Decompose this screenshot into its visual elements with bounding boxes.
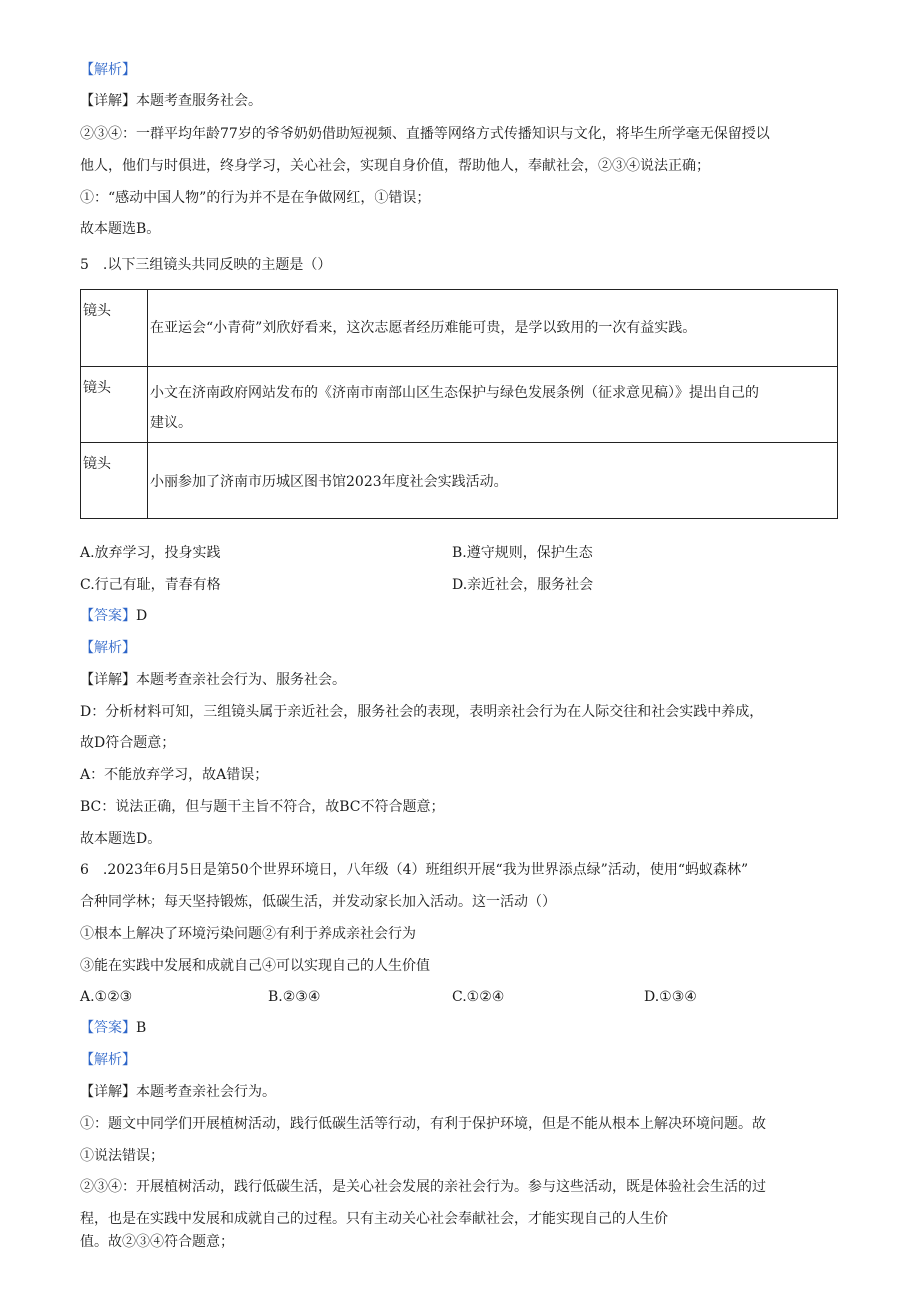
explanation-line: D：分析材料可知，三组镜头属于亲近社会，服务社会的表现，表明亲社会行为在人际交往和社会实践中养成， (80, 704, 764, 720)
row-head: 镜头 (81, 290, 148, 367)
analysis-label: 【解析】 (80, 62, 136, 78)
explanation-line: 故D符合题意； (80, 735, 176, 751)
answer-line (80, 606, 147, 626)
option-a: A.①②③ (80, 989, 133, 1005)
explanation-line: ①：“感动中国人物”的行为并不是在争做网红，①错误； (80, 190, 431, 206)
option-c: C.行己有耻，青春有格 (80, 577, 221, 593)
scene-table (80, 289, 838, 519)
answer-label: 【答案】 (80, 1020, 136, 1036)
detail-text: 本题考查亲社会行为、服务社会。 (136, 672, 346, 688)
detail-label: 【详解】 (80, 93, 136, 109)
row-body (148, 367, 838, 443)
analysis-label: 【解析】 (80, 1052, 136, 1068)
detail-line (80, 1082, 276, 1102)
explanation-line: ②③④：开展植树活动，践行低碳生活，是关心社会发展的亲社会行为。参与这些活动，既是体验社会生活的过 (80, 1179, 766, 1195)
analysis-label: 【解析】 (80, 640, 136, 656)
answer-label: 【答案】 (80, 608, 136, 624)
answer-value: D (136, 608, 148, 624)
explanation-line: 程，也是在实践中发展和成就自己的过程。只有主动关心社会奉献社会，才能实现自己的人生价 (80, 1211, 668, 1227)
row-text: 小丽参加了济南市历城区图书馆2023年度社会实践活动。 (150, 474, 508, 490)
detail-line (80, 91, 262, 111)
table-row (81, 290, 838, 367)
explanation-line: 他人，他们与时俱进，终身学习，关心社会，实现自身价值，帮助他人，奉献社会，②③④说法正确； (80, 158, 710, 174)
row-body (148, 443, 838, 519)
explanation-line: A：不能放弃学习，故A错误； (80, 767, 269, 783)
question-stem: 6 .2023年6月5日是第50个世界环境日，八年级（4）班组织开展“我为世界添点绿”活动，使用“蚂蚁森林” (80, 862, 749, 878)
option-d: D.①③④ (644, 989, 697, 1005)
detail-label: 【详解】 (80, 672, 136, 688)
row-text-cont: 建议。 (150, 415, 192, 431)
conclusion-line: 故本题选B。 (80, 221, 161, 237)
answer-line (80, 1018, 146, 1038)
table-row (81, 443, 838, 519)
explanation-line: BC：说法正确，但与题干主旨不符合，故BC不符合题意； (80, 799, 445, 815)
row-text: 在亚运会“小青荷”刘欣妤看来，这次志愿者经历难能可贵，是学以致用的一次有益实践。 (150, 320, 697, 336)
explanation-line: ①：题文中同学们开展植树活动，践行低碳生活等行动，有利于保护环境，但是不能从根本上解决环境问题。故 (80, 1116, 766, 1132)
explanation-line: 值。故②③④符合题意； (80, 1234, 234, 1250)
row-head: 镜头 (81, 367, 148, 443)
detail-text: 本题考查服务社会。 (136, 93, 262, 109)
table-row (81, 367, 838, 443)
statement-line: ①根本上解决了环境污染问题②有利于养成亲社会行为 (80, 926, 416, 942)
option-a: A.放弃学习，投身实践 (80, 545, 221, 561)
option-c: C.①②④ (452, 989, 505, 1005)
option-d: D.亲近社会，服务社会 (452, 577, 594, 593)
question-stem-cont: 合种同学林；每天坚持锻炼，低碳生活，并发动家长加入活动。这一活动（） (80, 894, 556, 910)
option-b: B.遵守规则，保护生态 (452, 545, 593, 561)
explanation-line: ①说法错误； (80, 1148, 164, 1164)
explanation-line: ②③④：一群平均年龄77岁的爷爷奶奶借助短视频、直播等网络方式传播知识与文化，将毕生所学毫无保留授以 (80, 126, 770, 142)
detail-line (80, 670, 346, 690)
detail-label: 【详解】 (80, 1084, 136, 1100)
conclusion-line: 故本题选D。 (80, 831, 162, 847)
statement-line: ③能在实践中发展和成就自己④可以实现自己的人生价值 (80, 958, 430, 974)
row-body (148, 290, 838, 367)
detail-text: 本题考查亲社会行为。 (136, 1084, 276, 1100)
question-stem: 5 .以下三组镜头共同反映的主题是（） (80, 257, 332, 273)
row-text: 小文在济南政府网站发布的《济南市南部山区生态保护与绿色发展条例（征求意见稿）》提出自己的 (150, 385, 759, 401)
row-head: 镜头 (81, 443, 148, 519)
option-b: B.②③④ (268, 989, 321, 1005)
answer-value: B (136, 1020, 147, 1036)
